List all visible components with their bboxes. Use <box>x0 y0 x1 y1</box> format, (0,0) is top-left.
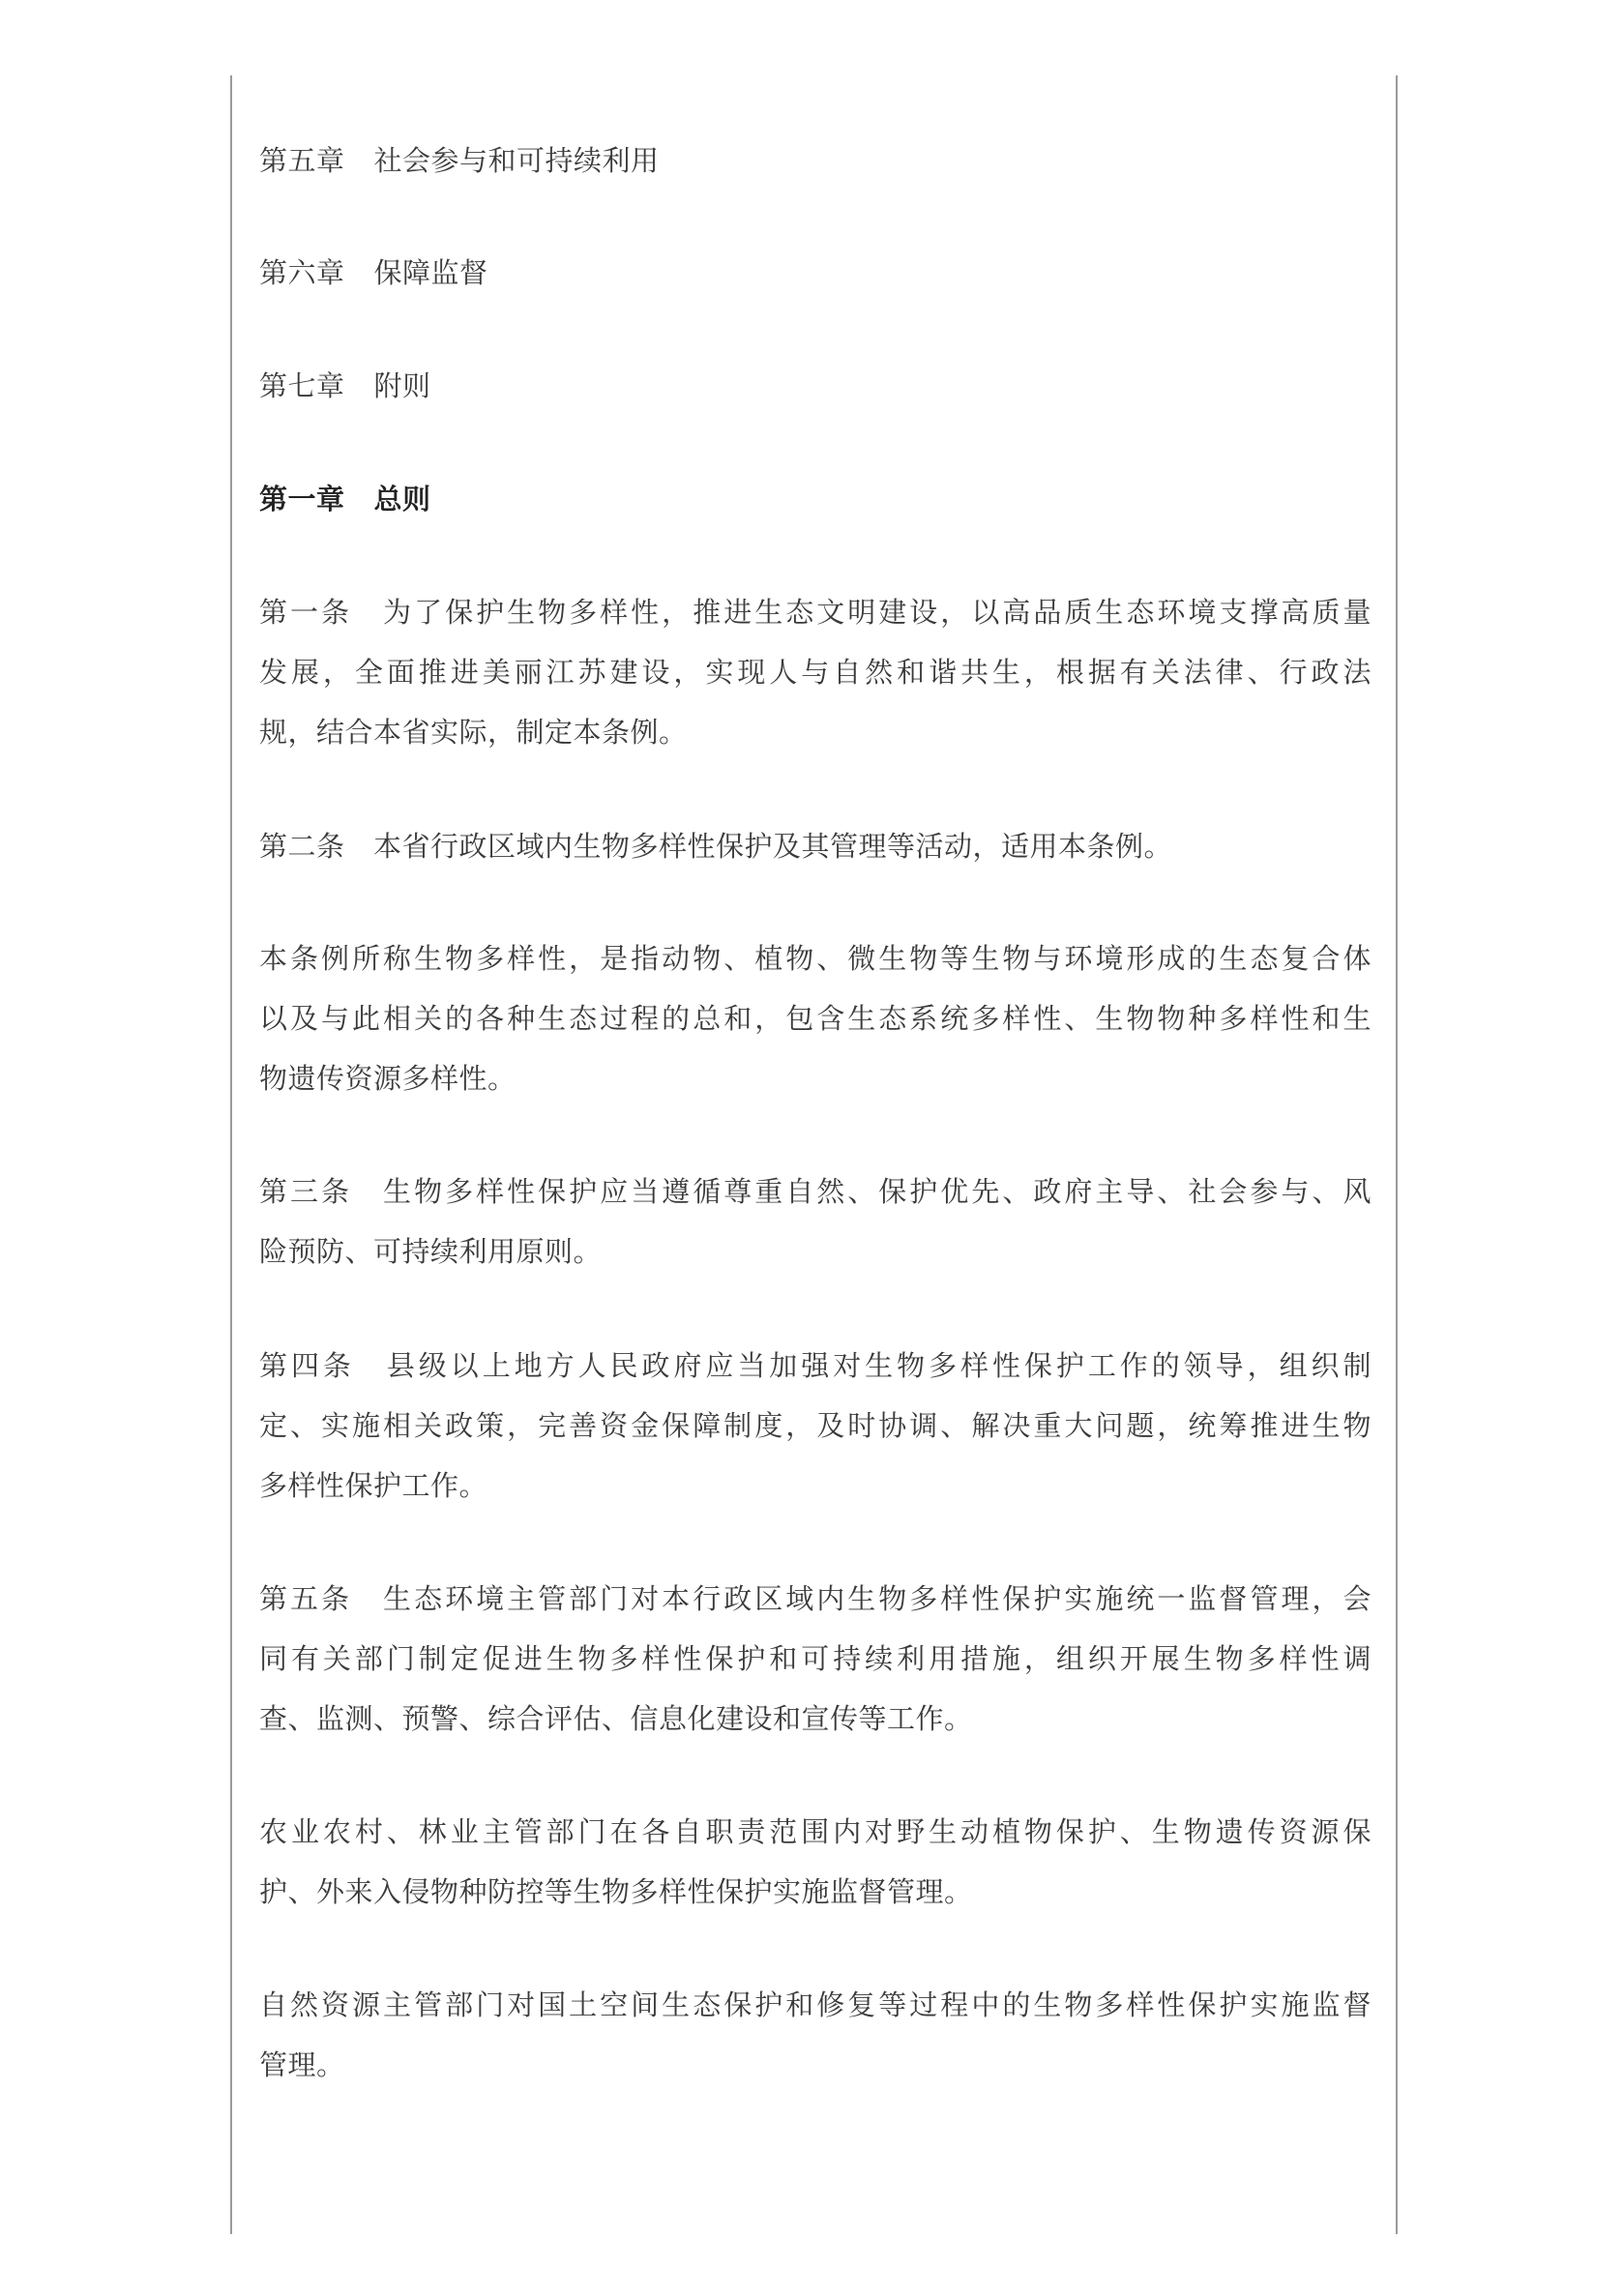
toc-chapter-title: 保障监督 <box>373 256 488 289</box>
toc-chapter-number: 第五章 <box>259 144 345 177</box>
page-border-left <box>230 75 232 2234</box>
toc-chapter-number: 第七章 <box>259 369 345 402</box>
paragraph-line: 自然资源主管部门对国土空间生态保护和修复等过程中的生物多样性保护实施监督 <box>259 1988 1372 2021</box>
paragraph-line: 定、实施相关政策，完善资金保障制度，及时协调、解决重大问题，统筹推进生物 <box>259 1409 1372 1442</box>
paragraph-line: 第五条 生态环境主管部门对本行政区域内生物多样性保护实施统一监督管理，会 <box>259 1582 1372 1615</box>
paragraph-line: 查、监测、预警、综合评估、信息化建设和宣传等工作。 <box>259 1702 973 1735</box>
toc-chapter-title: 社会参与和可持续利用 <box>373 144 660 177</box>
paragraph-line: 第四条 县级以上地方人民政府应当加强对生物多样性保护工作的领导，组织制 <box>259 1349 1372 1382</box>
chapter-heading <box>259 469 1372 529</box>
toc-item-chapter-7 <box>259 356 1372 416</box>
paragraph-line: 第二条 本省行政区域内生物多样性保护及其管理等活动，适用本条例。 <box>259 830 1173 863</box>
toc-item-chapter-5 <box>259 131 1372 191</box>
paragraph-line: 同有关部门制定促进生物多样性保护和可持续利用措施，组织开展生物多样性调 <box>259 1642 1372 1675</box>
chapter-number: 第一章 <box>259 483 345 515</box>
paragraph-line: 以及与此相关的各种生态过程的总和，包含生态系统多样性、生物物种多样性和生 <box>259 1002 1372 1035</box>
paragraph-line: 多样性保护工作。 <box>259 1469 488 1502</box>
paragraph-line: 险预防、可持续利用原则。 <box>259 1235 603 1268</box>
paragraph-line: 物遗传资源多样性。 <box>259 1062 516 1095</box>
paragraph-line: 管理。 <box>259 2048 345 2081</box>
paragraph-line: 本条例所称生物多样性，是指动物、植物、微生物等生物与环境形成的生态复合体 <box>259 942 1372 975</box>
page-border-right <box>1396 75 1398 2234</box>
toc-chapter-title: 附则 <box>373 369 431 402</box>
paragraph-line: 第三条 生物多样性保护应当遵循尊重自然、保护优先、政府主导、社会参与、风 <box>259 1175 1372 1208</box>
paragraph-line: 护、外来入侵物种防控等生物多样性保护实施监督管理。 <box>259 1875 973 1908</box>
paragraph-line: 发展，全面推进美丽江苏建设，实现人与自然和谐共生，根据有关法律、行政法 <box>259 656 1372 689</box>
toc-chapter-number: 第六章 <box>259 256 345 289</box>
chapter-title: 总则 <box>373 483 431 515</box>
paragraph-line: 第一条 为了保护生物多样性，推进生态文明建设，以高品质生态环境支撑高质量 <box>259 596 1372 629</box>
paragraph-line: 农业农村、林业主管部门在各自职责范围内对野生动植物保护、生物遗传资源保 <box>259 1815 1372 1848</box>
paragraph-line: 规，结合本省实际，制定本条例。 <box>259 716 688 749</box>
toc-item-chapter-6 <box>259 243 1372 303</box>
